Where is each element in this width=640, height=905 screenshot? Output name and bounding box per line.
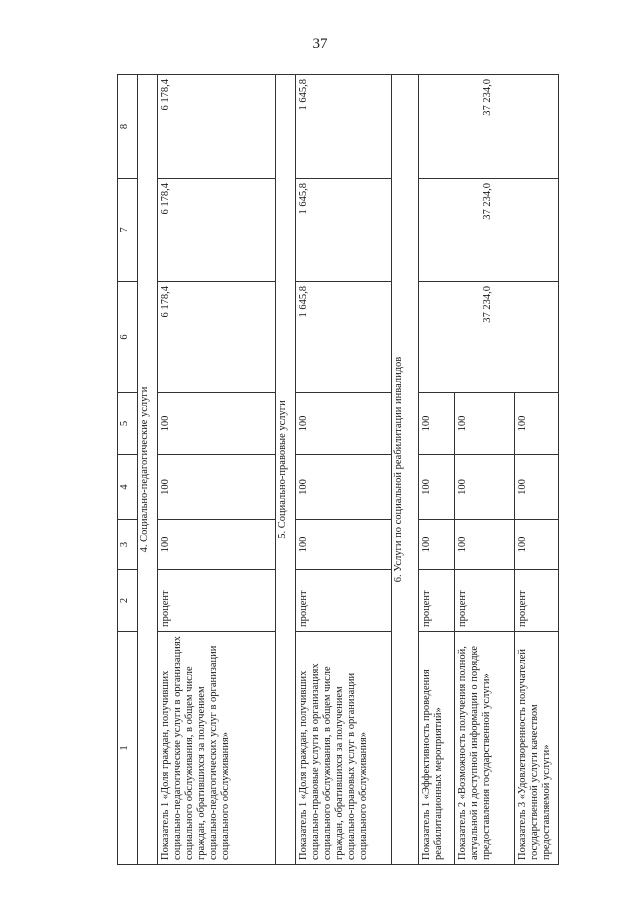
value-cell: 100 [158,455,276,520]
value-cell: 100 [419,520,455,570]
section-title: 5. Социально-правовые услуги [276,75,296,865]
merged-value-cell: 37 234,0 [419,75,559,179]
value-cell: 100 [158,520,276,570]
column-header: 2 [118,570,138,632]
merged-value-cell: 37 234,0 [419,179,559,282]
value-cell: 1 645,8 [296,282,392,393]
indicator-cell: Показатель 2 «Возможность получения полной, актуальной и доступной информации о порядке предоставления государственной услуги» [455,632,515,865]
value-cell: 1 645,8 [296,179,392,282]
value-cell: 100 [455,455,515,520]
value-cell: 100 [515,520,559,570]
section-title: 4. Социально-педагогические услуги [138,75,158,865]
value-cell: 100 [419,455,455,520]
indicator-cell: Показатель 1 «Доля граждан, получивших социально-педагогические услуги в организациях социального обслуживания, в общем числе граждан, обратившихся за получением социально-педагогических услуг в организации социального обслуживания» [158,632,276,865]
column-header: 7 [118,179,138,282]
column-header-row [118,75,138,865]
merged-value-cell: 37 234,0 [419,282,559,393]
column-header: 5 [118,393,138,455]
table-row [296,75,392,865]
table-row [158,75,276,865]
table-row [419,75,455,865]
indicator-cell: Показатель 1 «Доля граждан, получивших социально-правовые услуги в организациях социального обслуживания, в общем числе граждан, обратившихся за получением социально-правовых услуг в организации социального обслуживания» [296,632,392,865]
column-header: 6 [118,282,138,393]
value-cell: 100 [515,455,559,520]
value-cell: 1 645,8 [296,75,392,179]
indicators-table [117,74,559,865]
value-cell: 100 [296,393,392,455]
section-title: 6. Услуги по социальной реабилитации инвалидов [392,75,419,865]
value-cell: 100 [296,455,392,520]
value-cell: 6 178,4 [158,75,276,179]
unit-cell: процент [515,570,559,632]
value-cell: 100 [158,393,276,455]
column-header: 8 [118,75,138,179]
value-cell: 100 [296,520,392,570]
table-rotated-container [117,75,553,865]
section-header-row [276,75,296,865]
value-cell: 100 [515,393,559,455]
unit-cell: процент [296,570,392,632]
indicator-cell: Показатель 3 «Удовлетворенность получателей государственной услуги качеством предоставляемой услуги» [515,632,559,865]
value-cell: 100 [419,393,455,455]
column-header: 1 [118,632,138,865]
unit-cell: процент [419,570,455,632]
unit-cell: процент [158,570,276,632]
value-cell: 100 [455,393,515,455]
column-header: 4 [118,455,138,520]
unit-cell: процент [455,570,515,632]
value-cell: 6 178,4 [158,282,276,393]
value-cell: 100 [455,520,515,570]
section-header-row [138,75,158,865]
page-number: 37 [312,36,328,52]
indicator-cell: Показатель 1 «Эффективность проведения реабилитационных мероприятий» [419,632,455,865]
value-cell: 6 178,4 [158,179,276,282]
column-header: 3 [118,520,138,570]
section-header-row [392,75,419,865]
